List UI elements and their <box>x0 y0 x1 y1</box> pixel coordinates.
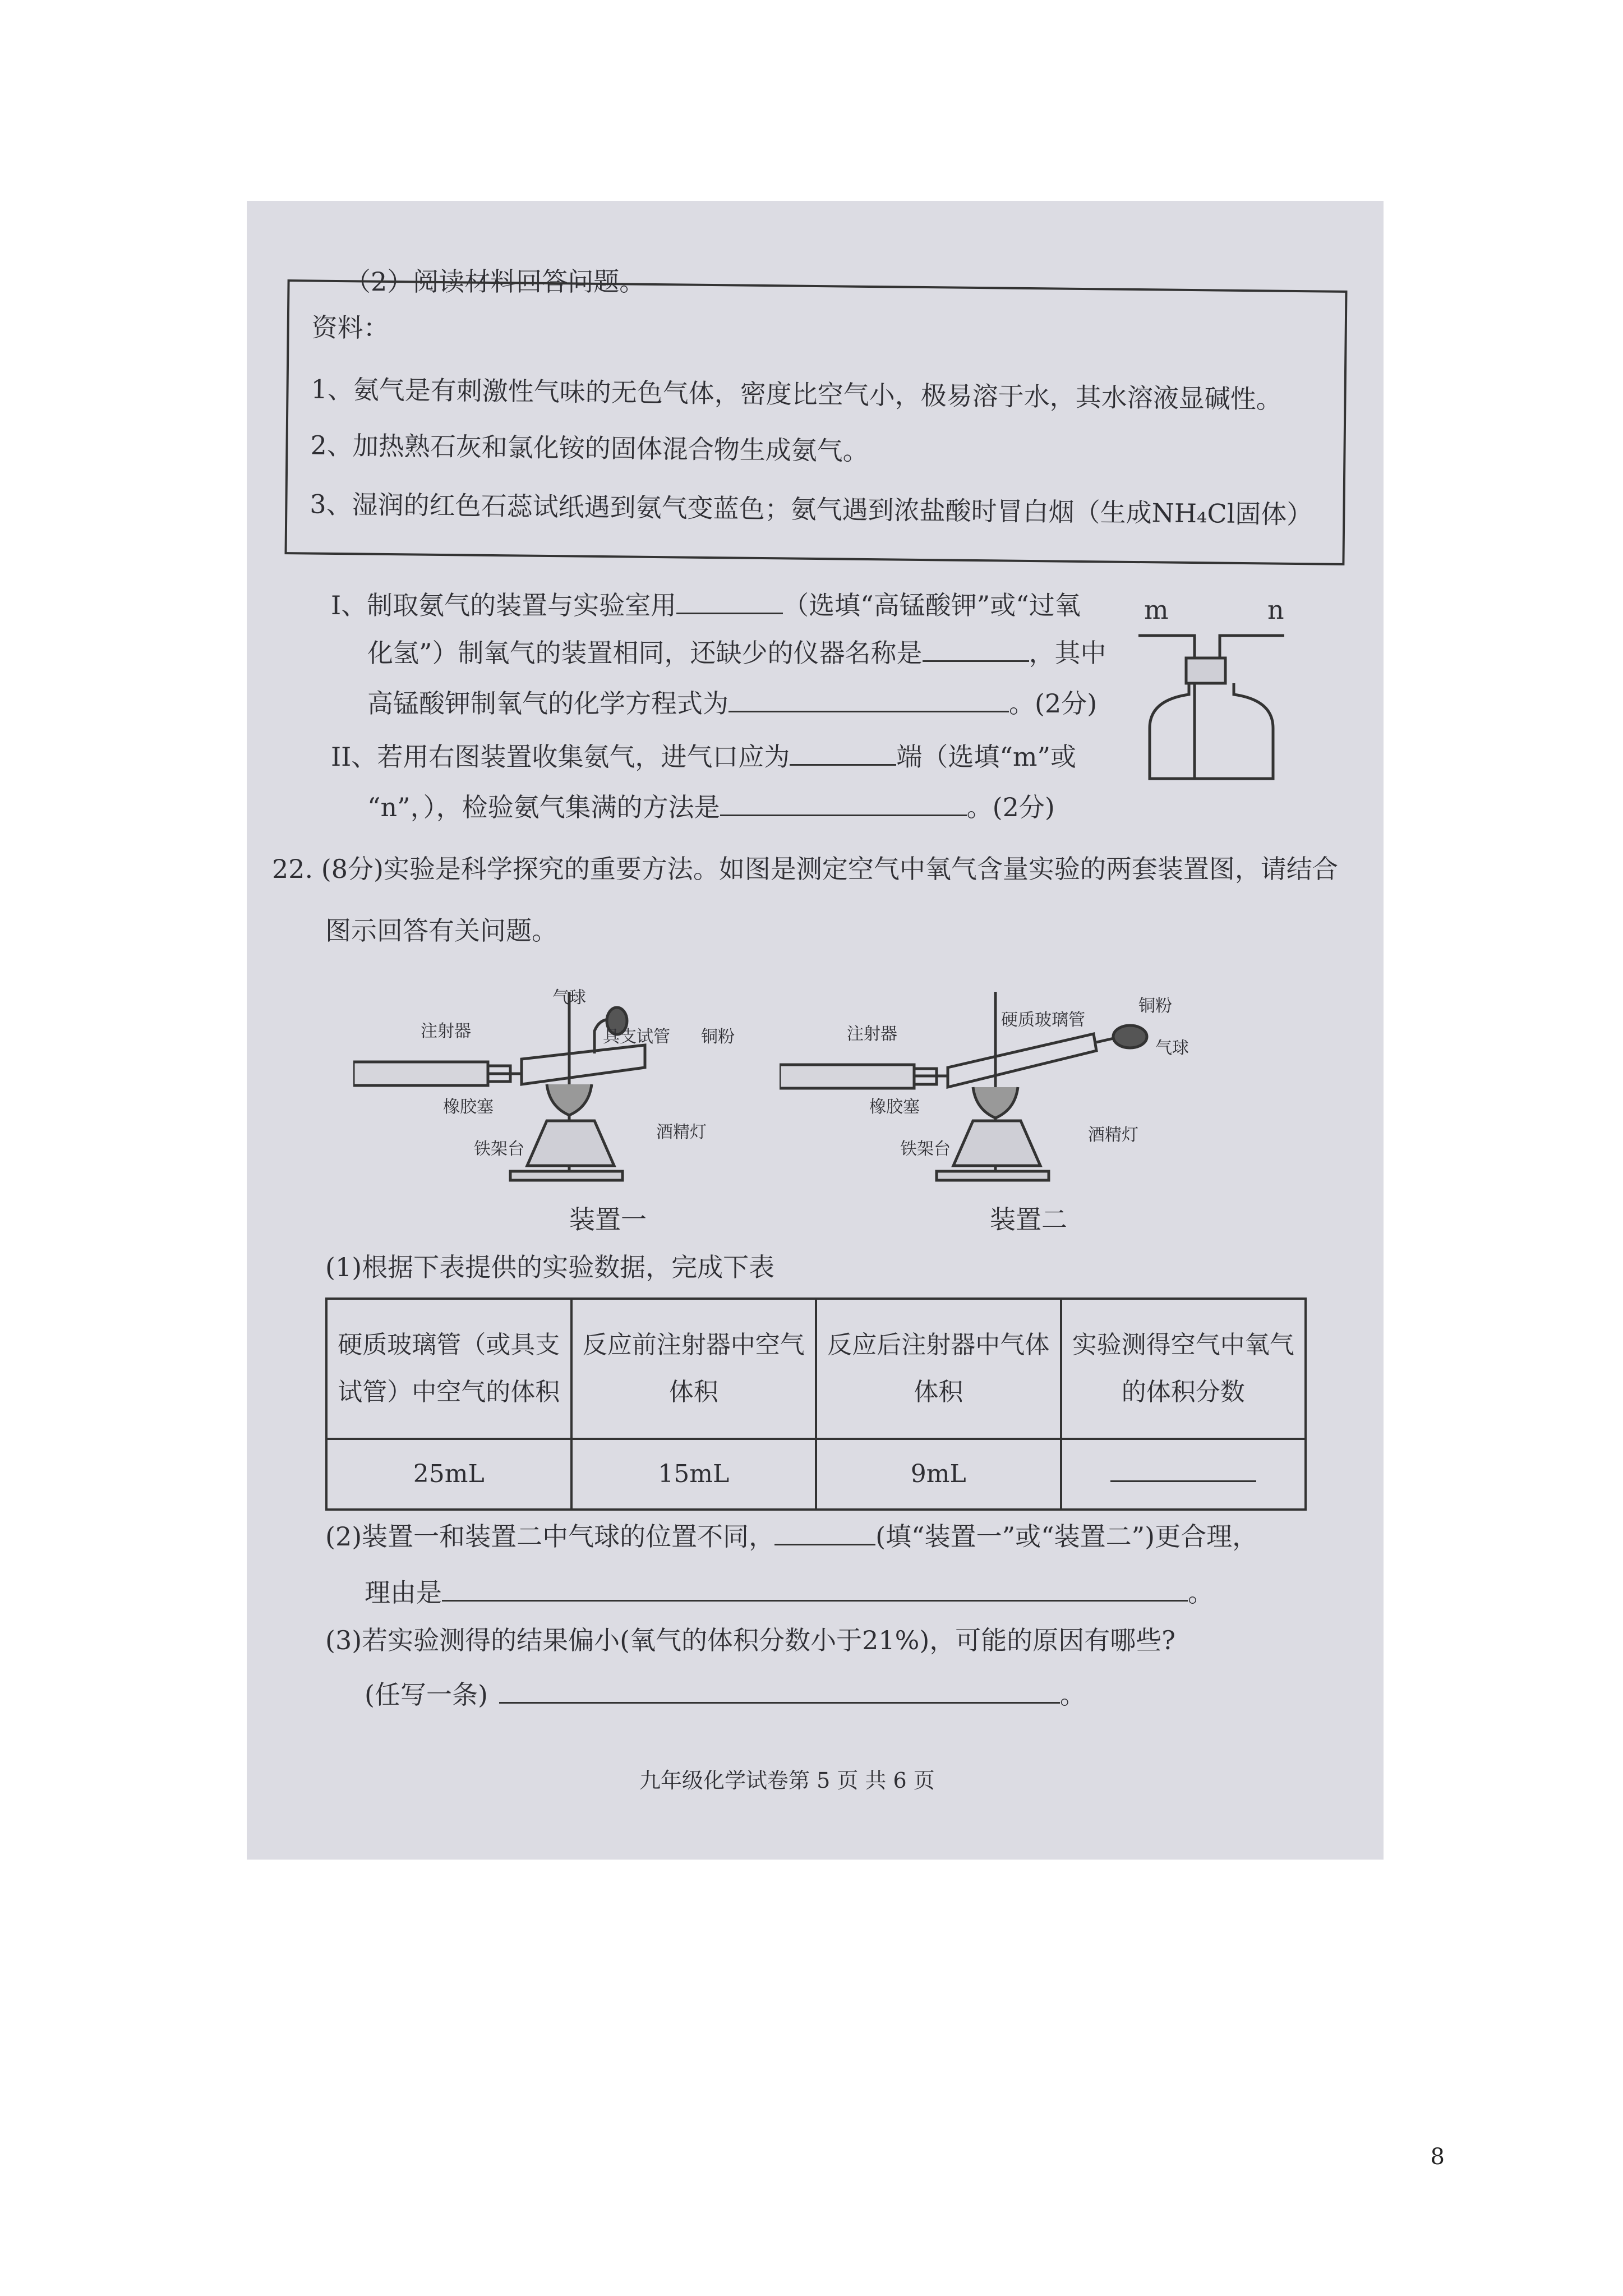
label-rubber-stopper: 橡胶塞 <box>869 1097 920 1117</box>
q22-line1: 22. (8分)实验是科学探究的重要方法。如图是测定空气中氧气含量实验的两套装置图，请结合 <box>272 854 1338 884</box>
part1-line1: I、制取氨气的装置与实验室用 （选填“高锰酸钾”或“过氧 <box>331 590 1081 620</box>
label-rubber-stopper: 橡胶塞 <box>443 1097 494 1117</box>
answer-blank[interactable] <box>1110 1465 1256 1482</box>
exam-footer: 九年级化学试卷第 5 页 共 6 页 <box>639 1768 935 1793</box>
material-item-2: 2、加热熟石灰和氯化铵的固体混合物生成氨气。 <box>310 430 869 466</box>
q3-line1: (3)若实验测得的结果偏小(氧气的体积分数小于21%)，可能的原因有哪些? <box>325 1625 1175 1655</box>
sub-question-title: （2）阅读材料回答问题。 <box>345 266 645 297</box>
label-syringe: 注射器 <box>421 1022 471 1041</box>
table-header-row <box>326 1299 1306 1439</box>
label-iron-stand: 铁架台 <box>900 1139 951 1159</box>
table-cell: 9mL <box>816 1439 1061 1510</box>
answer-blank[interactable] <box>774 1523 875 1545</box>
part2-line1: II、若用右图装置收集氨气，进气口应为 端（选填“m”或 <box>331 742 1076 772</box>
q3-line2: (任写一条) 。 <box>365 1680 1086 1710</box>
material-item-1: 1、氨气是有刺激性气味的无色气体，密度比空气小，极易溶于水，其水溶液显碱性。 <box>311 374 1283 415</box>
label-balloon: 气球 <box>552 988 586 1007</box>
scanned-exam-photo <box>247 201 1384 1860</box>
bottle-label-m: m <box>1144 595 1169 625</box>
table-intro: (1)根据下表提供的实验数据，完成下表 <box>325 1252 775 1282</box>
label-balloon: 气球 <box>1155 1038 1189 1058</box>
answer-blank[interactable] <box>728 690 1009 712</box>
answer-blank[interactable] <box>676 592 783 614</box>
q2-line2: 理由是 。 <box>365 1577 1214 1608</box>
answer-blank[interactable] <box>499 1681 1060 1704</box>
bottle-label-n: n <box>1267 595 1284 625</box>
label-iron-stand: 铁架台 <box>474 1139 524 1159</box>
gas-bottle-diagram <box>1127 593 1295 784</box>
apparatus-two-caption: 装置二 <box>990 1204 1067 1235</box>
table-header-cell: 硬质玻璃管（或具支试管）中空气的体积 <box>326 1299 571 1439</box>
table-header-cell: 实验测得空气中氧气的体积分数 <box>1061 1299 1306 1439</box>
label-alcohol-lamp: 酒精灯 <box>656 1122 707 1142</box>
label-copper-powder: 铜粉 <box>1138 996 1172 1016</box>
material-box <box>284 279 1347 565</box>
answer-cell[interactable] <box>1061 1439 1306 1510</box>
apparatus-two-diagram <box>780 986 1239 1222</box>
answer-blank[interactable] <box>790 743 896 766</box>
data-table <box>325 1297 1307 1511</box>
table-row <box>326 1439 1306 1510</box>
table-cell: 25mL <box>326 1439 571 1510</box>
table-header-cell: 反应后注射器中气体体积 <box>816 1299 1061 1439</box>
answer-blank[interactable] <box>442 1579 1188 1602</box>
answer-blank[interactable] <box>720 794 967 816</box>
part2-line2: “n”，），检验氨气集满的方法是 。(2分) <box>367 792 1055 822</box>
label-copper-powder: 铜粉 <box>701 1027 735 1047</box>
label-syringe: 注射器 <box>847 1024 897 1044</box>
q2-line1: (2)装置一和装置二中气球的位置不同， (填“装置一”或“装置二”)更合理， <box>325 1521 1258 1552</box>
label-alcohol-lamp: 酒精灯 <box>1088 1125 1138 1145</box>
answer-blank[interactable] <box>923 639 1029 662</box>
table-header-cell: 反应前注射器中空气体积 <box>571 1299 817 1439</box>
page-number: 8 <box>1430 2144 1445 2170</box>
material-title: 资料： <box>311 312 390 344</box>
table-cell: 15mL <box>571 1439 817 1510</box>
material-item-3: 3、湿润的红色石蕊试纸遇到氨气变蓝色；氨气遇到浓盐酸时冒白烟（生成NH₄Cl固体） <box>310 489 1313 530</box>
apparatus-one-diagram <box>353 986 780 1222</box>
part1-line3: 高锰酸钾制氧气的化学方程式为 。(2分) <box>367 688 1098 719</box>
part1-line2: 化氢”）制氧气的装置相同，还缺少的仪器名称是 ，其中 <box>367 638 1106 668</box>
q22-line2: 图示回答有关问题。 <box>325 915 557 946</box>
label-hard-glass-tube: 硬质玻璃管 <box>1001 1010 1085 1030</box>
apparatus-one-caption: 装置一 <box>569 1204 647 1235</box>
label-branch-tube: 具支试管 <box>603 1027 670 1047</box>
